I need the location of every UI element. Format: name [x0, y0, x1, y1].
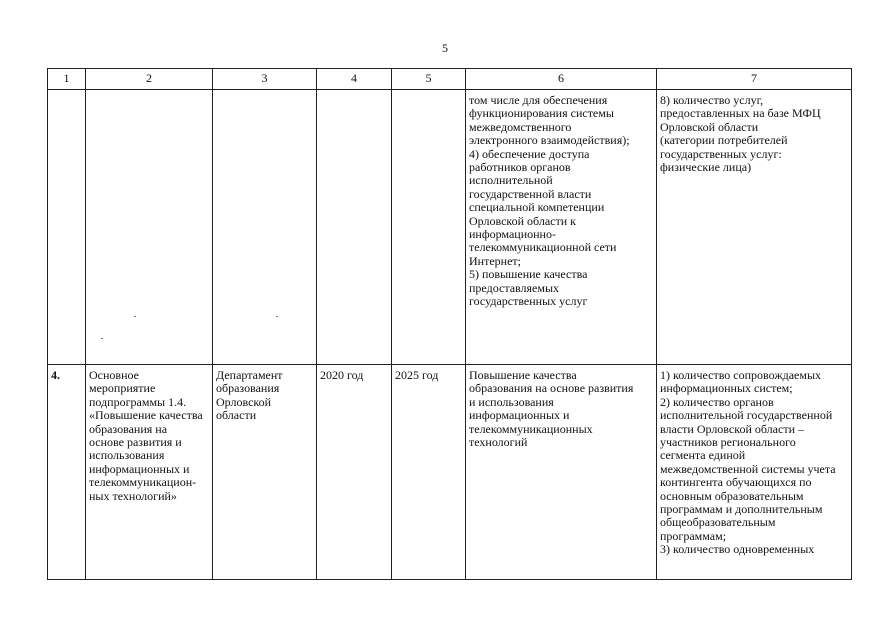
header-col-6: 6	[466, 69, 657, 90]
row-4-result: Повышение качества образования на основе развития и использования информационных и телекоммуникационных технологий	[466, 365, 657, 580]
header-col-2: 2	[86, 69, 213, 90]
row-continued-indicators: 8) количество услуг, предоставленных на базе МФЦ Орловской области (категории потребителей государственных услуг: физические лица)	[657, 90, 852, 365]
row-4-end: 2025 год	[392, 365, 466, 580]
page-number: 5	[442, 41, 448, 55]
scan-speck	[134, 316, 136, 317]
table-row-continued	[48, 90, 852, 365]
row-continued-end	[392, 90, 466, 365]
row-continued-number	[48, 90, 86, 365]
activities-table	[47, 68, 852, 580]
table-row-4	[48, 365, 852, 580]
header-col-1: 1	[48, 69, 86, 90]
row-4-executor: Департамент образования Орловской области	[213, 365, 317, 580]
scan-speck	[101, 338, 103, 339]
scan-speck	[276, 316, 278, 317]
header-col-3: 3	[213, 69, 317, 90]
row-continued-executor	[213, 90, 317, 365]
row-continued-start	[317, 90, 392, 365]
row-continued-result: том числе для обеспечения функционирования системы межведомственного электронного взаимодействия); 4) обеспечение доступа работников органов исполнительной государственной власти специальной компетенции Орловской области к информационно- телекоммуникационной сети Интернет; 5) повышение качества предоставляемых государственных услуг	[466, 90, 657, 365]
header-col-4: 4	[317, 69, 392, 90]
row-continued-activity	[86, 90, 213, 365]
row-4-indicators: 1) количество сопровождаемых информационных систем; 2) количество органов исполнительной государственной власти Орловской области – участников регионального сегмента единой межведомственной системы учета контингента обучающихся по основным образовательным программам и дополнительным общеобразовательным программам; 3) количество одновременных	[657, 365, 852, 580]
table-header-row	[48, 69, 852, 90]
row-4-activity: Основное мероприятие подпрограммы 1.4. «Повышение качества образования на основе развития и использования информационных и телекоммуникацион- ных технологий»	[86, 365, 213, 580]
header-col-5: 5	[392, 69, 466, 90]
row-4-start: 2020 год	[317, 365, 392, 580]
header-col-7: 7	[657, 69, 852, 90]
row-4-number: 4.	[48, 365, 86, 580]
